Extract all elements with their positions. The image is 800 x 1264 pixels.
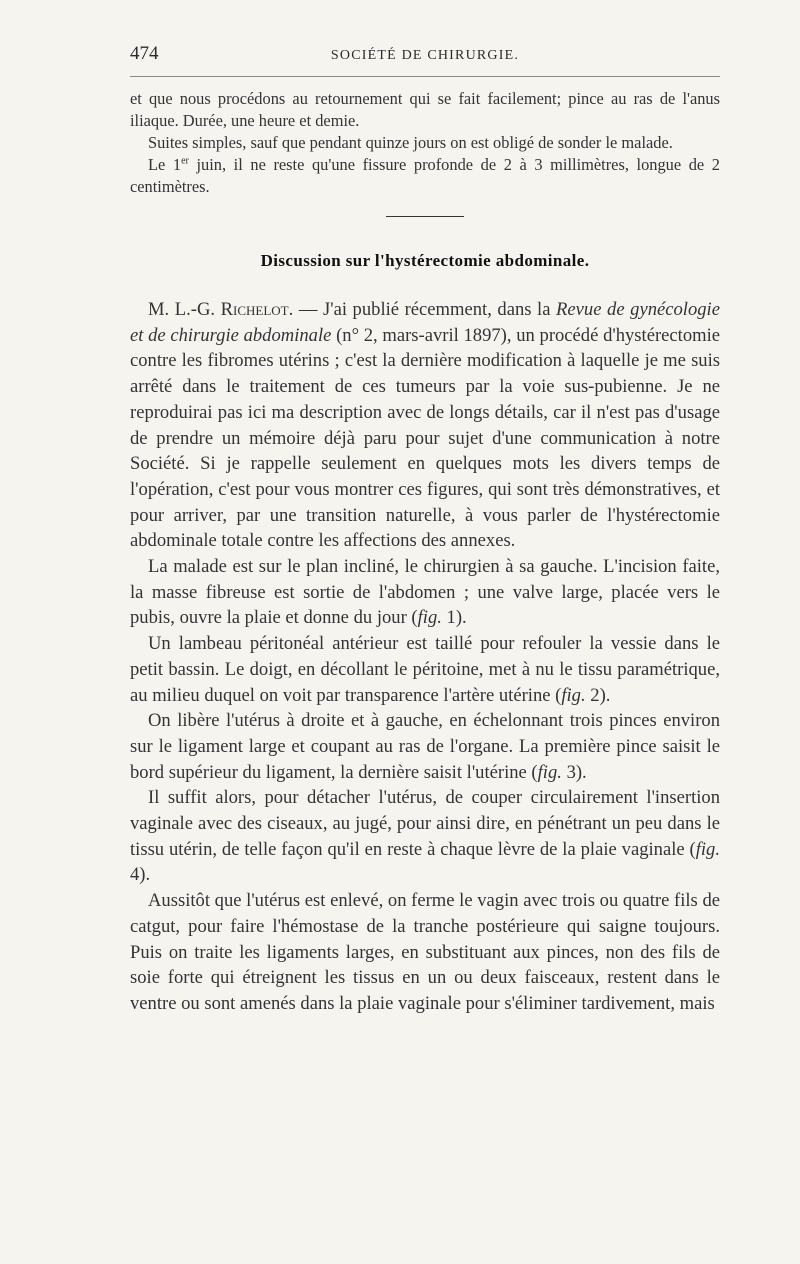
- paragraph-text: Le 1: [148, 155, 182, 174]
- paragraph-text: La malade est sur le plan incliné, le chirurgien à sa gauche. L'incision faite, la masse fibreuse est sortie de l'abdomen ; une valve large, placée vers le pubis, ouvre la plaie et donne du jour (: [130, 556, 720, 629]
- superscript: er: [181, 155, 189, 167]
- section-separator: [386, 216, 464, 217]
- paragraph-text: Un lambeau péritonéal antérieur est taillé pour refouler la vessie dans le petit bassin. Le doigt, en décollant le péritoine, met à nu le tissu paramétrique, au milieu duquel on voit par transparence l'artère utérine (: [130, 633, 720, 706]
- author-name: Richelot: [220, 299, 289, 320]
- paragraph: [130, 297, 720, 554]
- figure-reference: fig.: [695, 838, 720, 860]
- paragraph-text: Aussitôt que l'utérus est enlevé, on ferme le vagin avec trois ou quatre fils de catgut, pour faire l'hémostase de la tranche postérieure qui saigne toujours. Puis on traite les ligaments larges, en substituant aux pinces, non des fils de soie forte qui étreignent les tissus en un ou deux faisceaux, restent dans le ventre ou sont amenés dans la plaie vaginale pour s'éliminer tardivement, mais: [130, 890, 720, 1014]
- paragraph: [130, 785, 720, 888]
- paragraph-text: . — J'ai publié récemment, dans la: [288, 299, 557, 320]
- paragraph: [130, 708, 720, 785]
- running-head: [130, 40, 720, 74]
- paragraph-text: Suites simples, sauf que pendant quinze jours on est obligé de sonder le malade.: [148, 133, 673, 152]
- paragraph-text: (n° 2, mars-avril 1897), un procédé d'hystérectomie contre les fibromes utérins ; c'est la dernière modification à laquelle je me suis arrêté dans le traitement de ces tumeurs par la voie sus-pubienne. Je ne reproduirai pas ici ma description avec de longs détails, car il n'est pas d'usage de prendre un mémoire déjà paru pour sujet d'une communication à notre Société. Si je rappelle seulement en quelques mots les divers temps de l'opération, c'est pour vous montrer ces figures, qui sont très démonstratives, et pour arriver, par une transition naturelle, à vous parler de l'hystérectomie abdominale totale contre les affections des annexes.: [130, 324, 721, 552]
- book-page: [130, 40, 720, 1017]
- paragraph-text: juin, il ne reste qu'une fissure profonde de 2 à 3 millimètres, longue de 2 centimètres.: [130, 155, 720, 196]
- paragraph-text: 3).: [561, 761, 587, 783]
- paragraph: [130, 154, 720, 198]
- figure-reference: fig.: [537, 761, 562, 783]
- preceding-case-text: [130, 88, 720, 198]
- main-body: [130, 297, 720, 1017]
- figure-reference: fig.: [561, 684, 586, 706]
- author-prefix: M. L.-G.: [148, 299, 221, 320]
- paragraph-text: 4).: [130, 864, 151, 886]
- journal-title: SOCIÉTÉ DE CHIRURGIE.: [330, 48, 520, 63]
- paragraph-text: Il suffit alors, pour détacher l'utérus, de couper circulairement l'insertion vaginale avec des ciseaux, au jugé, pour ainsi dire, en pénétrant un peu dans le tissu utérin, de telle façon qu'il en reste à chaque lèvre de la plaie vaginale (: [130, 787, 720, 860]
- page-number: 474: [130, 43, 159, 64]
- paragraph-text: 2).: [585, 684, 611, 706]
- section-title: Discussion sur l'hystérectomie abdominale.: [260, 251, 590, 270]
- paragraph: [130, 631, 720, 708]
- paragraph-text: et que nous procédons au retournement qui se fait facilement; pince au ras de l'anus iliaque. Durée, une heure et demie.: [130, 89, 720, 130]
- header-rule: [130, 76, 720, 77]
- paragraph: [130, 554, 720, 631]
- paragraph-text: On libère l'utérus à droite et à gauche, en échelonnant trois pinces environ sur le ligament large et coupant au ras de l'organe. La première pince saisit le bord supérieur du ligament, la dernière saisit l'utérine (: [130, 710, 720, 783]
- paragraph: [130, 132, 720, 154]
- paragraph: [130, 888, 720, 1017]
- journal-reference: Revue de gynécologie et de chirurgie abdominale: [130, 299, 720, 346]
- figure-reference: fig.: [417, 607, 442, 629]
- paragraph-text: 1).: [441, 607, 467, 629]
- paragraph: [130, 88, 720, 132]
